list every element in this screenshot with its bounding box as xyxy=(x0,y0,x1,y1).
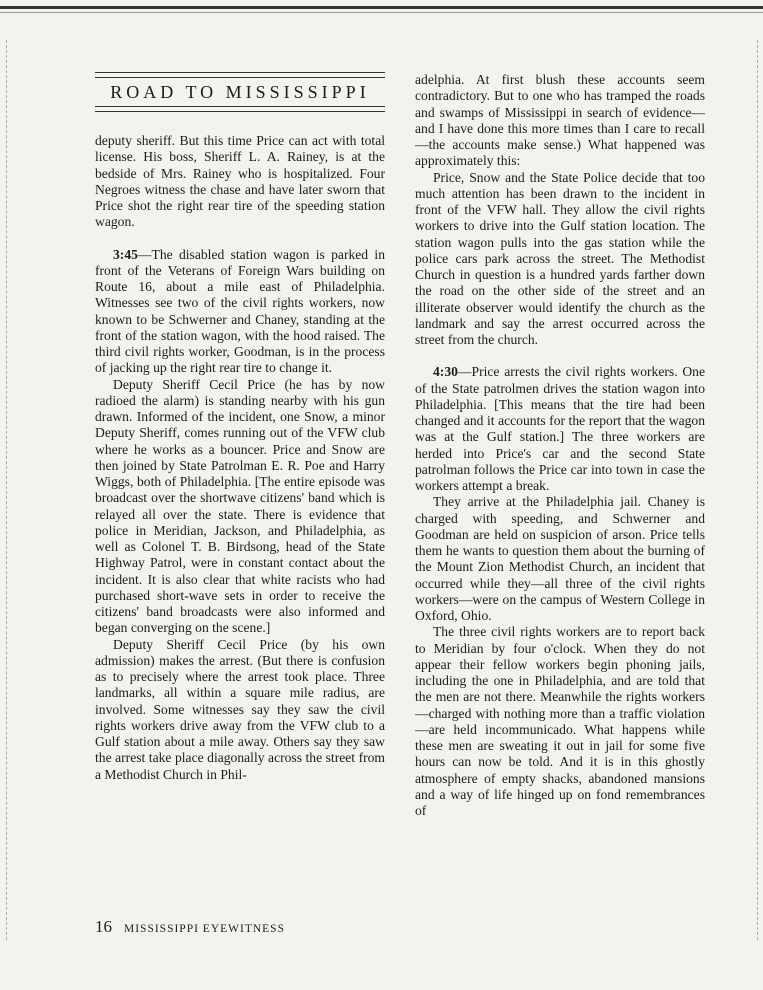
left-paragraph-3: Deputy Sheriff Cecil Price (he has by now radioed the alarm) is standing nearby with his gun drawn. Informed of the incident, one Snow, a minor Deputy Sheriff, comes running out of the VFW club where he works as a bouncer. Price and Snow are then joined by State Patrolman E. R. Poe and Harry Wiggs, both of Philadelphia. [The entire episode was broadcast over the shortwave citizens' band which is relayed all over the state. There is evidence that police in Meridian, Jackson, and Philadelphia, as well as Colonel T. B. Birdsong, head of the State Highway Patrol, were in constant contact about the incident. It is also clear that white racists who had purchased short-wave sets in order to receive the citizens' band broadcasts were also informed and began converging on the scene.] xyxy=(95,376,385,636)
top-rule xyxy=(0,6,763,9)
left-paragraph-4: Deputy Sheriff Cecil Price (by his own admission) makes the arrest. (But there is confusion as to precisely where the arrest took place. Three landmarks, all within a square mile radius, are involved. Some witnesses say they saw the civil rights workers drive away from the VFW club to a Gulf station about a mile away. Others say they saw the arrest take place diagonally across the street from a Methodist Church in Phil- xyxy=(95,636,385,782)
left-column xyxy=(95,133,385,783)
page-number: 16 xyxy=(95,917,112,936)
page-footer xyxy=(95,917,285,937)
section-title: ROAD TO MISSISSIPPI xyxy=(110,81,370,102)
section-header-inner xyxy=(95,77,385,107)
right-column xyxy=(415,72,705,819)
left-paragraph-1: deputy sheriff. But this time Price can act with total license. His boss, Sheriff L. A. Rainey, is at the bedside of Mrs. Rainey who is hospitalized. Four Negroes witness the chase and have later sworn that Price shot the right rear tire of the speeding station wagon. xyxy=(95,133,385,230)
left-paragraph-2 xyxy=(95,247,385,377)
left-paragraph-2-text: —The disabled station wagon is parked in front of the Veterans of Foreign Wars building on Route 16, about a mile east of Philadelphia. Witnesses see two of the civil rights workers, now known to be Schwerner and Chaney, standing at the front of the station wagon, with the hood raised. The third civil rights worker, Goodman, is in the process of jacking up the right rear tire to change it. xyxy=(95,246,385,376)
right-paragraph-5: The three civil rights workers are to report back to Meridian by four o'clock. When they do not appear their fellow workers begin phoning jails, including the one in Philadelphia, and are told that the men are not there. Meanwhile the rights workers—charged with nothing more than a traffic violation—are held incommunicado. What happens while these men are sweating it out in jail for some five hours can now be told. And it is in this ghostly atmosphere of empty shacks, abandoned mansions and a way of life hinged up on fond remembrances of xyxy=(415,624,705,818)
publication-name: MISSISSIPPI EYEWITNESS xyxy=(124,923,285,935)
right-paragraph-1: adelphia. At first blush these accounts seem contradictory. But to one who has tramped the roads and swamps of Mississippi in search of evidence—and I have done this more times than I care to recall—the accounts make sense.) What happened was approximately this: xyxy=(415,72,705,169)
right-paragraph-4: They arrive at the Philadelphia jail. Chaney is charged with speeding, and Schwerner and Goodman are held on suspicion of arson. Price tells them he wants to question them about the burning of the Mount Zion Methodist Church, an incident that occurred while they—all three of the civil rights workers—were on the campus of Western College in Oxford, Ohio. xyxy=(415,494,705,623)
section-header xyxy=(95,72,385,112)
timestamp-430: 4:30 xyxy=(433,364,458,380)
right-paragraph-2: Price, Snow and the State Police decide that too much attention has been drawn to the incident in front of the VFW hall. They allow the civil rights workers to drive into the Gulf station location. The station wagon pulls into the gas station while the police cars park across the street. The Methodist Church in question is a hundred yards farther down the road on the other side of the street and an illiterate observer would identify the church as the landmark and say the arrest occurred across the street from the church. xyxy=(415,169,705,347)
right-page-edge xyxy=(757,40,759,940)
top-rule-thin xyxy=(0,12,763,13)
right-paragraph-3 xyxy=(415,364,705,494)
left-page-edge xyxy=(6,40,8,940)
right-paragraph-3-text: —Price arrests the civil rights workers. One of the State patrolmen drives the station wagon into Philadelphia. [This means that the tire had been changed and it accounts for the report that the wagon was at the Gulf station.] The three workers are herded into Price's car and the second State patrolman follows the Price car into town in case the workers attempt a break. xyxy=(415,364,705,493)
timestamp-345: 3:45 xyxy=(113,246,138,262)
